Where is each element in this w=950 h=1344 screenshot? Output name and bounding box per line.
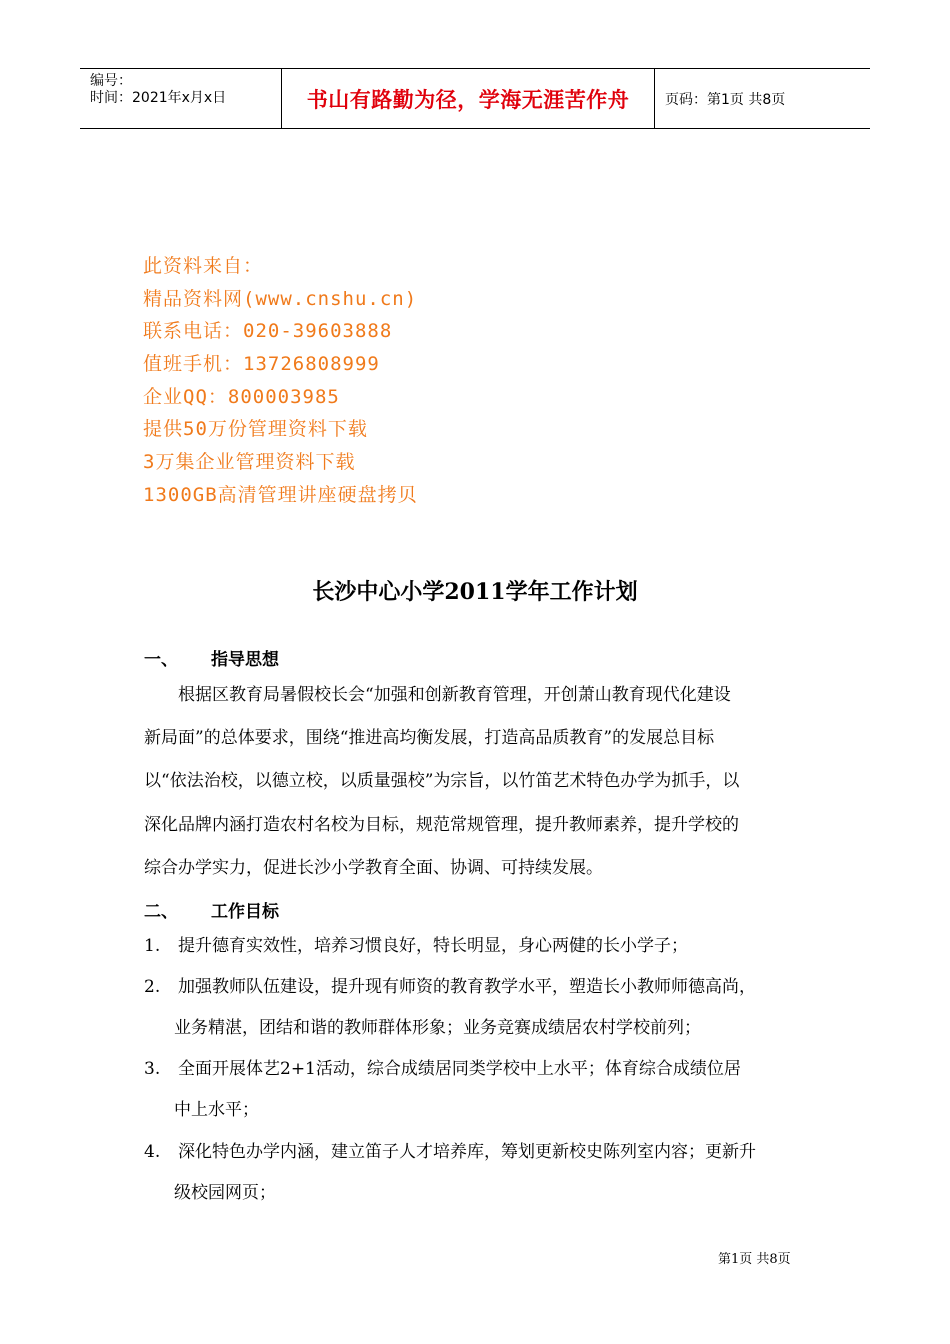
goal-text-cont: 业务精湛，团结和谐的教师群体形象；业务竞赛成绩居农村学校前列；: [174, 1018, 701, 1038]
header-page-label: 页码：第1页 共8页: [665, 91, 786, 108]
source-line: 提供50万份管理资料下载: [143, 418, 368, 441]
goal-text: 提升德育实效性，培养习惯良好，特长明显，身心两健的长小学子；: [178, 936, 688, 956]
source-line: 精品资料网(www.cnshu.cn): [143, 287, 418, 310]
goal-text-cont: 级校园网页；: [174, 1183, 276, 1203]
goal-text: 加强教师队伍建设，提升现有师资的教育教学水平，塑造长小教师师德高尚，: [178, 977, 756, 997]
section-title: 指导思想: [211, 650, 279, 670]
section-heading-guiding: [144, 645, 279, 670]
source-line: 企业QQ：800003985: [143, 385, 340, 408]
goal-number: 2.: [144, 977, 161, 997]
header-meta: [80, 69, 282, 128]
document-title: 长沙中心小学2011学年工作计划: [312, 579, 638, 605]
header-motto-cell: [282, 69, 655, 128]
goal-item-1: [144, 926, 688, 967]
paragraph-line: 深化品牌内涵打造农村名校为目标，规范常规管理，提升教师素养，提升学校的: [144, 814, 739, 835]
source-line: 3万集企业管理资料下载: [143, 451, 356, 474]
guiding-paragraph: [144, 674, 808, 890]
goal-text: 深化特色办学内涵，建立笛子人才培养库，筹划更新校史陈列室内容；更新升: [178, 1142, 756, 1162]
paragraph-line: 新局面”的总体要求，围绕“推进高均衡发展，打造高品质教育”的发展总目标: [144, 728, 715, 749]
goal-number: 3.: [144, 1059, 161, 1079]
date-label: 时间：2021年x月x日: [90, 90, 227, 106]
section-heading-goals: [144, 897, 279, 922]
goal-item-4: [144, 1132, 756, 1214]
source-line: 值班手机：13726808999: [143, 353, 380, 376]
goal-item-2: [144, 967, 756, 1049]
source-line: 此资料来自：: [143, 255, 264, 277]
section-title: 工作目标: [211, 902, 279, 922]
goal-text: 全面开展体艺2+1活动，综合成绩居同类学校中上水平；体育综合成绩位居: [178, 1059, 741, 1079]
goal-text-cont: 中上水平；: [174, 1100, 259, 1120]
header-page-cell: [655, 69, 870, 128]
source-line: 1300GB高清管理讲座硬盘拷贝: [143, 483, 418, 506]
page-footer: 第1页 共8页: [718, 1252, 791, 1267]
paragraph-line: 根据区教育局暑假校长会“加强和创新教育管理，开创萧山教育现代化建设: [178, 685, 731, 705]
serial-label: 编号：: [90, 73, 132, 89]
goal-number: 1.: [144, 936, 161, 956]
section-number: 二、: [144, 902, 178, 922]
source-info-block: [143, 250, 418, 512]
goal-item-3: [144, 1049, 741, 1131]
section-number: 一、: [144, 650, 178, 670]
source-line: 联系电话：020-39603888: [143, 320, 393, 343]
page-header: [80, 68, 870, 129]
header-motto: 书山有路勤为径，学海无涯苦作舟: [306, 87, 630, 112]
paragraph-line: 综合办学实力，促进长沙小学教育全面、协调、可持续发展。: [144, 857, 603, 878]
goal-number: 4.: [144, 1142, 161, 1162]
paragraph-line: 以“依法治校，以德立校，以质量强校”为宗旨，以竹笛艺术特色办学为抓手，以: [144, 771, 740, 792]
